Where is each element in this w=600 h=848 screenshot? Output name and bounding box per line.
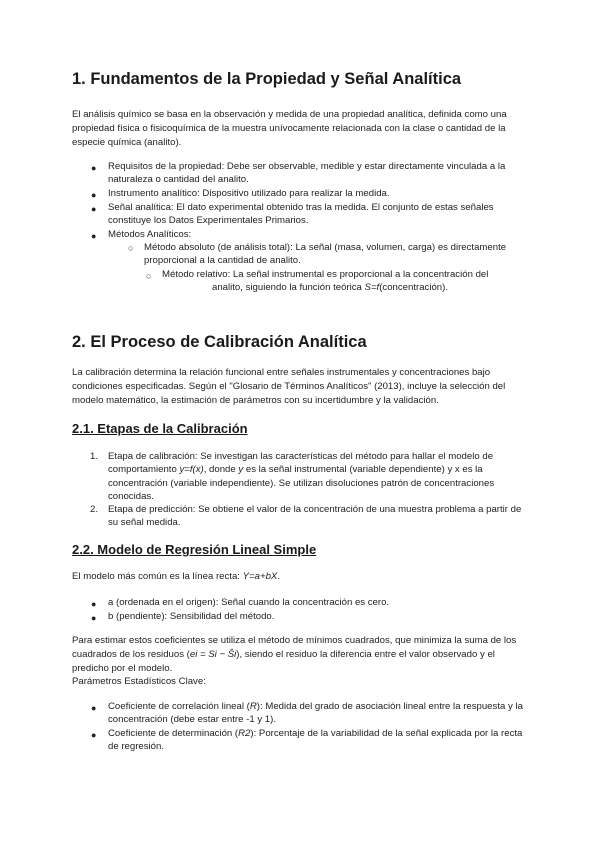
- formula-s-f: S=f: [364, 282, 380, 294]
- list-item-metodos: Métodos Analíticos:: [108, 229, 192, 240]
- param-text-end: ): Medida del grado de asociación lineal entre la respuesta y la concentración (debe estar entre -1 y 1).: [108, 701, 523, 726]
- model-text-end: .: [277, 571, 280, 582]
- step-calibracion-text: , donde: [203, 464, 239, 476]
- step-calibracion: [108, 450, 528, 504]
- step-number: 1.: [90, 451, 99, 462]
- bullet-marker: ●: [91, 163, 97, 173]
- section-1-intro: El análisis químico se basa en la observación y medida de una propiedad analítica, definida como una propiedad física o fisicoquímica de la muestra unívocamente relacionada con la clase o cantidad de la especie química (analito).: [72, 109, 507, 148]
- formula-residual: ei = Si − Ŝi: [189, 648, 237, 660]
- least-squares-text-end: ), siendo el residuo la diferencia entre el valor observado y el predicho por el modelo.: [72, 648, 495, 674]
- step-prediccion: Etapa de predicción: Se obtiene el valor de la concentración de una muestra problema a partir de su señal medida.: [108, 504, 522, 529]
- subsection-2-1-title: 2.1. Etapas de la Calibración: [72, 421, 248, 436]
- bullet-marker: ●: [91, 190, 97, 200]
- list-item-requisitos: Requisitos de la propiedad: Debe ser observable, medible y estar directamente vinculada a la naturaleza o cantidad del analito.: [108, 161, 506, 186]
- list-item-correlacion: [108, 700, 528, 727]
- symbol-r2: R2: [238, 728, 251, 739]
- bullet-marker: ●: [91, 703, 97, 713]
- section-1-title: 1. Fundamentos de la Propiedad y Señal Analítica: [72, 70, 462, 88]
- param-text: Coeficiente de determinación (: [108, 728, 239, 739]
- sub-bullet-marker: ○: [128, 243, 134, 253]
- list-item-pendiente: b (pendiente): Sensibilidad del método.: [108, 611, 275, 622]
- section-2-title: 2. El Proceso de Calibración Analítica: [72, 333, 367, 351]
- symbol-r: R: [249, 701, 257, 712]
- list-item-determinacion: [108, 727, 528, 754]
- param-text-end: ): Porcentaje de la variabilidad de la señal explicada por la recta de regresión.: [108, 728, 523, 753]
- subsection-2-2-title: 2.2. Modelo de Regresión Lineal Simple: [72, 542, 317, 557]
- step-calibracion-text: es la señal instrumental (variable dependiente) y x es la concentración (variable independiente). Se utilizan disoluciones patrón de concentraciones conocidas.: [108, 464, 495, 503]
- list-item-senal: Señal analítica: El dato experimental obtenido tras la medida. El conjunto de estas señales constituye los Datos Experimentales Primarios.: [108, 202, 494, 227]
- sub-item-metodo-absoluto: Método absoluto (de análisis total): La señal (masa, volumen, carga) es directamente proporcional a la cantidad de analito.: [144, 242, 507, 267]
- least-squares-paragraph: [72, 634, 528, 675]
- metodo-relativo-line-2: [162, 281, 532, 294]
- params-label: Parámetros Estadísticos Clave:: [72, 676, 206, 687]
- step-calibracion-text: Etapa de calibración: Se investigan las características del método para hallar el modelo de comportamiento: [108, 451, 494, 476]
- formula-linear-model: Y=a+bX: [242, 571, 278, 582]
- step-number: 2.: [90, 504, 99, 515]
- bullet-marker: ●: [91, 613, 97, 623]
- bullet-marker: ●: [91, 599, 97, 609]
- least-squares-text: Para estimar estos coeficientes se utiliza el método de mínimos cuadrados, que minimiza la suma de los cuadrados de los residuos (: [72, 635, 517, 660]
- formula-y-f-x: y=f(x): [179, 464, 204, 476]
- model-sentence: [72, 570, 528, 584]
- metodo-relativo-line-1: Método relativo: La señal instrumental es proporcional a la concentración del: [162, 269, 489, 280]
- metodo-relativo-text-end: (concentración).: [379, 282, 449, 294]
- bullet-marker: ●: [91, 231, 97, 241]
- bullet-marker: ●: [91, 730, 97, 740]
- param-text: Coeficiente de correlación lineal (: [108, 701, 250, 712]
- bullet-marker: ●: [91, 204, 97, 214]
- metodo-relativo-text: analito, siguiendo la función teórica: [212, 282, 365, 294]
- model-text: El modelo más común es la línea recta:: [72, 571, 243, 582]
- section-2-intro: La calibración determina la relación funcional entre señales instrumentales y concentraciones bajo condiciones especificadas. Según el "Glosario de Términos Analíticos" (2013), incluye la selección del modelo matemático, la estimación de parámetros con su incertidumbre y la validación.: [72, 367, 506, 406]
- list-item-ordenada: a (ordenada en el origen): Señal cuando la concentración es cero.: [108, 597, 390, 608]
- sub-item-metodo-relativo: [162, 268, 532, 295]
- sub-bullet-marker: ○: [146, 271, 152, 281]
- list-item-instrumento: Instrumento analítico: Dispositivo utilizado para realizar la medida.: [108, 188, 390, 199]
- variable-y: y: [238, 464, 244, 476]
